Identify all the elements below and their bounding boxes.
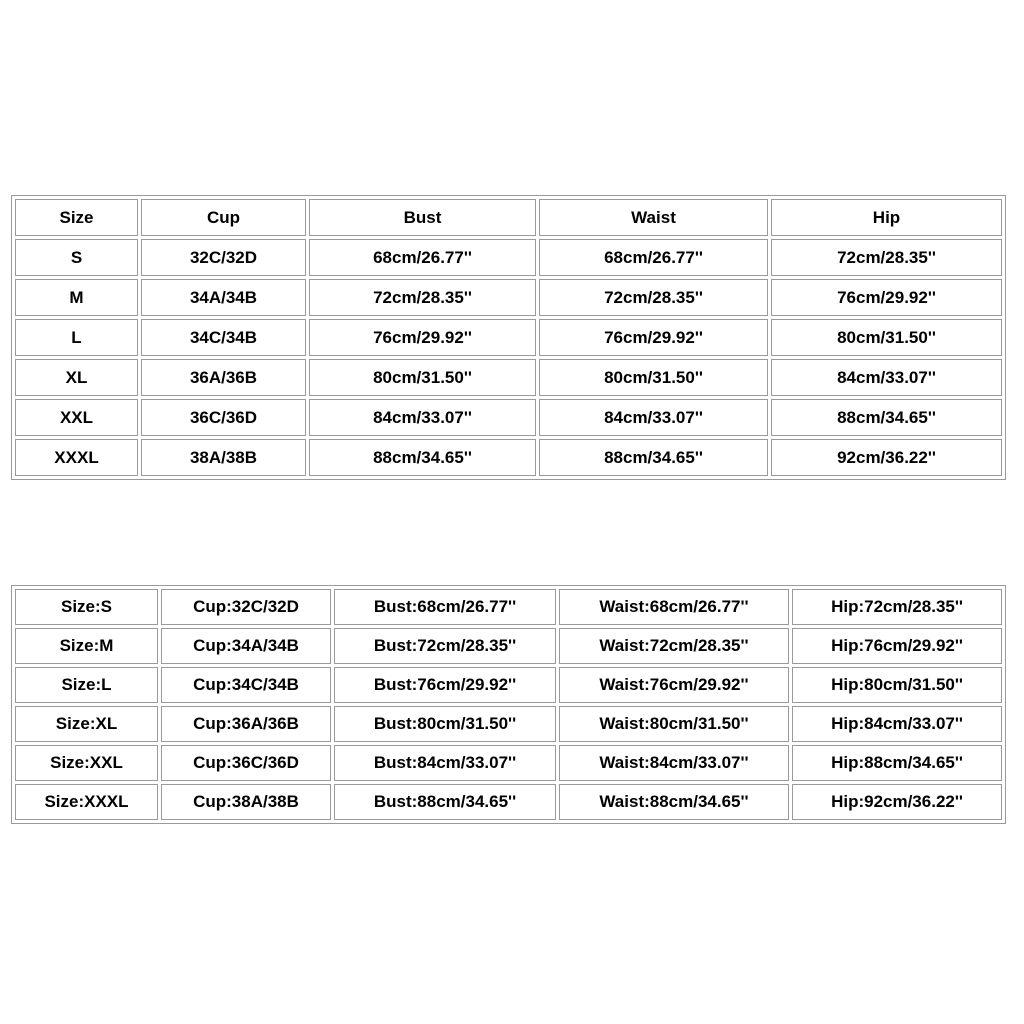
- cell-bust: Bust:88cm/34.65'': [334, 784, 556, 820]
- table-row: [15, 628, 1002, 664]
- cell-waist: Waist:68cm/26.77'': [559, 589, 789, 625]
- cell-size: Size:M: [15, 628, 158, 664]
- labeled-size-chart-table: [11, 585, 1006, 824]
- cell-cup: Cup:34A/34B: [161, 628, 331, 664]
- cell-bust: Bust:80cm/31.50'': [334, 706, 556, 742]
- cell-waist: 80cm/31.50'': [539, 359, 768, 396]
- table-row: [15, 359, 1002, 396]
- cell-cup: 36C/36D: [141, 399, 306, 436]
- cell-bust: Bust:84cm/33.07'': [334, 745, 556, 781]
- cell-waist: Waist:80cm/31.50'': [559, 706, 789, 742]
- table-row: [15, 279, 1002, 316]
- cell-size: XXXL: [15, 439, 138, 476]
- table-header-row: [15, 199, 1002, 236]
- cell-bust: 84cm/33.07'': [309, 399, 536, 436]
- cell-waist: Waist:88cm/34.65'': [559, 784, 789, 820]
- table-row: [15, 706, 1002, 742]
- cell-hip: 88cm/34.65'': [771, 399, 1002, 436]
- table-row: [15, 319, 1002, 356]
- cell-bust: 72cm/28.35'': [309, 279, 536, 316]
- cell-hip: 76cm/29.92'': [771, 279, 1002, 316]
- table-row: [15, 239, 1002, 276]
- cell-size: XXL: [15, 399, 138, 436]
- cell-cup: 38A/38B: [141, 439, 306, 476]
- cell-bust: 76cm/29.92'': [309, 319, 536, 356]
- cell-waist: Waist:84cm/33.07'': [559, 745, 789, 781]
- cell-waist: Waist:76cm/29.92'': [559, 667, 789, 703]
- header-waist: Waist: [539, 199, 768, 236]
- cell-hip: 72cm/28.35'': [771, 239, 1002, 276]
- cell-waist: 68cm/26.77'': [539, 239, 768, 276]
- header-cup: Cup: [141, 199, 306, 236]
- cell-bust: Bust:72cm/28.35'': [334, 628, 556, 664]
- cell-waist: 72cm/28.35'': [539, 279, 768, 316]
- cell-hip: Hip:80cm/31.50'': [792, 667, 1002, 703]
- cell-cup: Cup:32C/32D: [161, 589, 331, 625]
- cell-cup: Cup:36A/36B: [161, 706, 331, 742]
- header-hip: Hip: [771, 199, 1002, 236]
- cell-hip: Hip:84cm/33.07'': [792, 706, 1002, 742]
- cell-waist: 76cm/29.92'': [539, 319, 768, 356]
- table-row: [15, 399, 1002, 436]
- cell-size: S: [15, 239, 138, 276]
- cell-size: Size:XL: [15, 706, 158, 742]
- cell-waist: Waist:72cm/28.35'': [559, 628, 789, 664]
- cell-bust: 80cm/31.50'': [309, 359, 536, 396]
- cell-hip: 92cm/36.22'': [771, 439, 1002, 476]
- cell-size: Size:XXL: [15, 745, 158, 781]
- table-row: [15, 589, 1002, 625]
- cell-bust: 88cm/34.65'': [309, 439, 536, 476]
- cell-size: Size:L: [15, 667, 158, 703]
- cell-bust: Bust:76cm/29.92'': [334, 667, 556, 703]
- cell-bust: Bust:68cm/26.77'': [334, 589, 556, 625]
- cell-cup: Cup:36C/36D: [161, 745, 331, 781]
- header-size: Size: [15, 199, 138, 236]
- cell-cup: Cup:34C/34B: [161, 667, 331, 703]
- cell-size: XL: [15, 359, 138, 396]
- header-bust: Bust: [309, 199, 536, 236]
- cell-cup: 36A/36B: [141, 359, 306, 396]
- table-row: [15, 784, 1002, 820]
- cell-hip: 80cm/31.50'': [771, 319, 1002, 356]
- cell-size: L: [15, 319, 138, 356]
- cell-size: M: [15, 279, 138, 316]
- cell-size: Size:S: [15, 589, 158, 625]
- cell-hip: Hip:72cm/28.35'': [792, 589, 1002, 625]
- cell-hip: Hip:88cm/34.65'': [792, 745, 1002, 781]
- cell-waist: 88cm/34.65'': [539, 439, 768, 476]
- cell-cup: 32C/32D: [141, 239, 306, 276]
- cell-hip: Hip:76cm/29.92'': [792, 628, 1002, 664]
- cell-hip: 84cm/33.07'': [771, 359, 1002, 396]
- cell-cup: Cup:38A/38B: [161, 784, 331, 820]
- table-row: [15, 667, 1002, 703]
- table-row: [15, 439, 1002, 476]
- cell-hip: Hip:92cm/36.22'': [792, 784, 1002, 820]
- cell-cup: 34A/34B: [141, 279, 306, 316]
- table-row: [15, 745, 1002, 781]
- cell-cup: 34C/34B: [141, 319, 306, 356]
- size-chart-table: [11, 195, 1006, 480]
- cell-bust: 68cm/26.77'': [309, 239, 536, 276]
- cell-size: Size:XXXL: [15, 784, 158, 820]
- cell-waist: 84cm/33.07'': [539, 399, 768, 436]
